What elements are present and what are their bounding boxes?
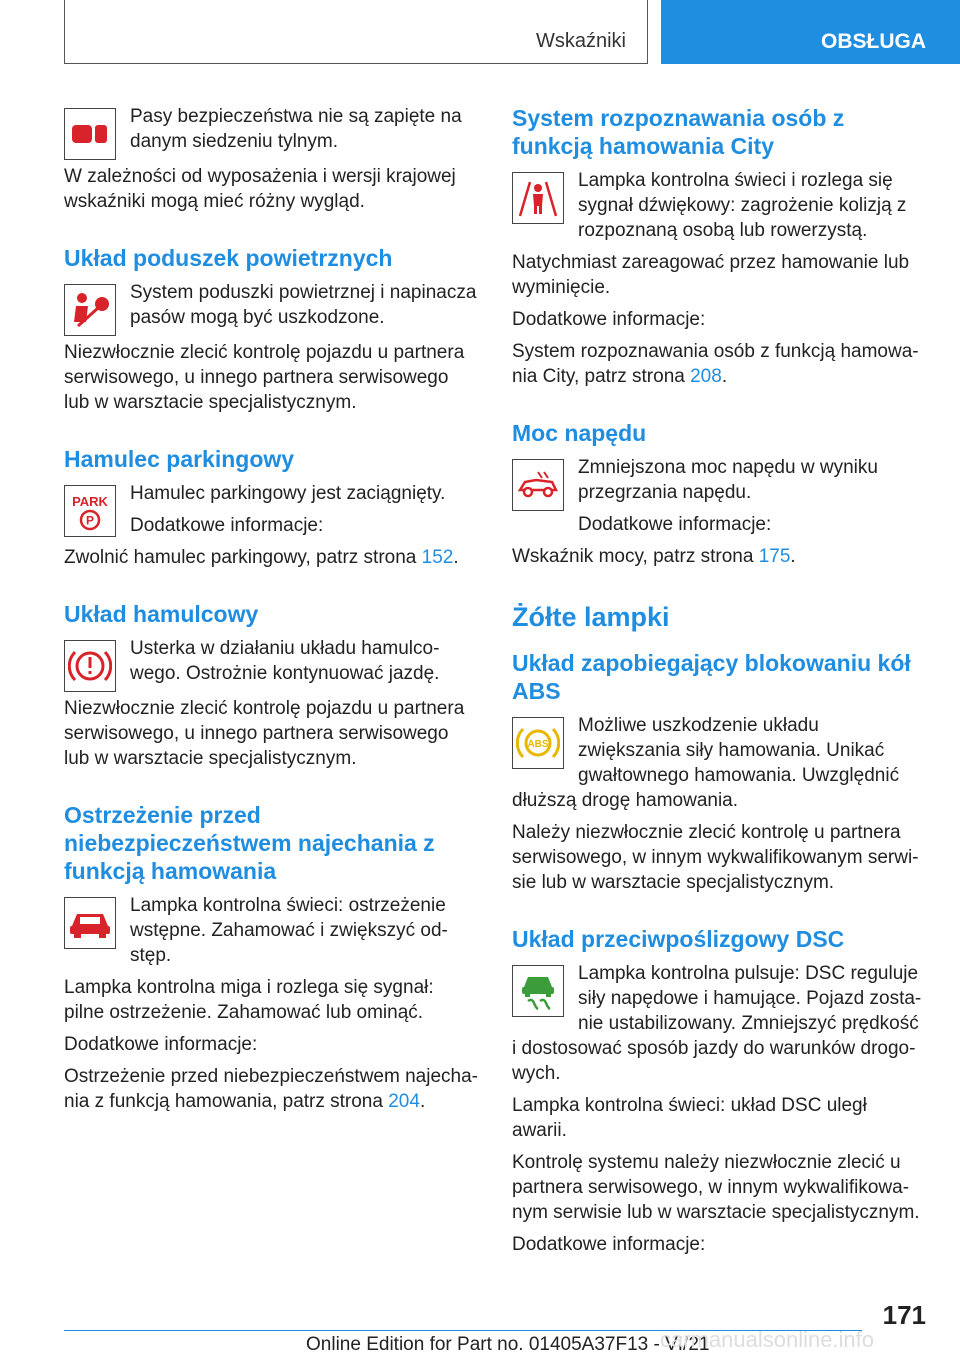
seatbelt-warning-icon xyxy=(64,108,116,160)
person-detection-ref: System rozpoznawania osób z funkcją hamowania City, patrz strona 208. xyxy=(512,341,919,387)
person-detection-info: Dodatkowe informacje: xyxy=(512,309,706,330)
yellow-lamps-heading: Żółte lampki xyxy=(512,602,670,632)
pedestrian-warning-icon xyxy=(512,172,564,224)
dsc-text2: Lampka kontrolna świeci: układ DSC uległ awarii. xyxy=(512,1095,867,1141)
park-brake-icon xyxy=(64,485,116,537)
airbag-warning-icon xyxy=(64,284,116,336)
dsc-heading: Układ przeciwpoślizgowy DSC xyxy=(512,926,845,952)
drive-power-heading: Moc napędu xyxy=(512,420,647,446)
page-number: 171 xyxy=(882,1300,926,1330)
drive-power-ref: Wskaźnik mocy, patrz strona 175. xyxy=(512,546,796,567)
airbag-text: System poduszki powietrznej i napinacza pasów mogą być uszkodzone. xyxy=(130,282,477,328)
collision-warning-heading: Ostrzeżenie przed niebezpieczeństwem najechania z funkcją hamowania xyxy=(64,802,435,884)
edition-footer: Online Edition for Part no. 01405A37F13 - VI/21 xyxy=(306,1334,710,1355)
dsc-text3: Kontrolę systemu należy niezwłocznie zlecić u partnera serwisowego, w innym wykwalifikowanym serwisie lub w warsztacie specjalistycznym. xyxy=(512,1152,920,1223)
seatbelt-text: Pasy bezpieczeństwa nie są zapięte na danym siedzeniu tylnym. xyxy=(130,106,462,152)
person-detection-text2: Natychmiast zareagować przez hamowanie lub wyminięcie. xyxy=(512,252,910,298)
page-link-152[interactable]: 152 xyxy=(421,547,454,568)
drive-power-item xyxy=(512,455,924,544)
abs-text: Możliwe uszkodzenie układu zwiększania siły hamowania. Unikać gwałtownego hamowania. Uwzględnić dłuższą drogę hamowania. xyxy=(512,715,900,811)
svg-text:PARK: PARK xyxy=(72,494,108,509)
airbag-item xyxy=(64,280,479,340)
parking-brake-item xyxy=(64,481,479,545)
drive-power-info: Dodatkowe informacje: xyxy=(578,514,772,535)
parking-brake-ref: Zwolnić hamulec parkingowy, patrz strona 152. xyxy=(64,547,459,568)
section-title: Wskaźniki xyxy=(535,30,626,52)
collision-warning-item xyxy=(64,893,479,975)
person-detection-heading: System rozpoznawania osób z funkcją hamowania City xyxy=(512,105,845,159)
collision-warning-ref: Ostrzeżenie przed niebezpieczeństwem najechania z funkcją hamowania, patrz strona 204. xyxy=(64,1066,478,1112)
person-detection-text: Lampka kontrolna świeci i rozlega się sygnał dźwiękowy: zagrożenie kolizją z rozpoznaną osobą lub rowerzystą. xyxy=(578,170,907,241)
page-link-208[interactable]: 208 xyxy=(690,366,722,387)
airbag-note: Niezwłocznie zlecić kontrolę pojazdu u partnera serwisowego, u innego partnera serwisowego lub w warsztacie specjalistycznym. xyxy=(64,342,465,413)
drive-power-icon xyxy=(512,459,564,511)
parking-brake-text: Hamulec parkingowy jest zaciągnięty. xyxy=(130,483,446,504)
right-column xyxy=(512,104,924,1264)
person-detection-item xyxy=(512,168,924,250)
left-column xyxy=(64,104,479,1121)
dsc-item xyxy=(512,961,924,1093)
abs-item xyxy=(512,713,924,820)
brake-system-item xyxy=(64,636,479,696)
dsc-text: Lampka kontrolna pulsuje: DSC reguluje siły napędowe i hamujące. Pojazd zostanie ustabilizowany. Zmniejszyć prędkość i dostosować sposób jazdy do warunków drogowych. xyxy=(512,963,922,1084)
abs-warning-icon xyxy=(512,717,564,769)
brake-system-text: Usterka w działaniu układu hamulcowego. Ostrożnie kontynuować jazdę. xyxy=(130,638,440,684)
watermark: carmanualsonline.info xyxy=(660,1327,875,1352)
chapter-tab[interactable]: OBSŁUGA xyxy=(661,0,960,64)
brake-system-heading: Układ hamulcowy xyxy=(64,601,259,627)
seatbelt-note: W zależności od wyposażenia i wersji krajowej wskaźniki mogą mieć różny wygląd. xyxy=(64,166,456,212)
brake-warning-icon xyxy=(64,640,116,692)
dsc-warning-icon xyxy=(512,965,564,1017)
parking-brake-info: Dodatkowe informacje: xyxy=(130,515,324,536)
drive-power-text: Zmniejszona moc napędu w wyniku przegrzania napędu. xyxy=(578,457,878,503)
svg-text:ABS: ABS xyxy=(527,739,549,750)
collision-warning-text2: Lampka kontrolna miga i rozlega się sygnał: pilne ostrzeżenie. Zahamować lub ominąć. xyxy=(64,977,434,1023)
page-link-204[interactable]: 204 xyxy=(388,1091,420,1112)
abs-heading: Układ zapobiegający blokowaniu kół ABS xyxy=(512,650,911,704)
dsc-info: Dodatkowe informacje: xyxy=(512,1234,706,1255)
collision-warning-info: Dodatkowe informacje: xyxy=(64,1034,258,1055)
brake-system-note: Niezwłocznie zlecić kontrolę pojazdu u partnera serwisowego, u innego partnera serwisowego lub w warsztacie specjalistycznym. xyxy=(64,698,465,769)
abs-text2: Należy niezwłocznie zlecić kontrolę u partnera serwisowego, w innym wykwalifikowanym serwisie lub w warsztacie specjalistycznym. xyxy=(512,822,919,893)
seatbelt-item xyxy=(64,104,479,164)
collision-warning-text: Lampka kontrolna świeci: ostrzeżenie wstępne. Zahamować i zwiększyć odstęp. xyxy=(130,895,448,966)
page-link-175[interactable]: 175 xyxy=(758,546,791,567)
svg-text:P: P xyxy=(85,513,95,528)
car-collision-icon xyxy=(64,897,116,949)
parking-brake-heading: Hamulec parkingowy xyxy=(64,446,295,472)
airbag-heading: Układ poduszek powietrznych xyxy=(64,245,393,271)
